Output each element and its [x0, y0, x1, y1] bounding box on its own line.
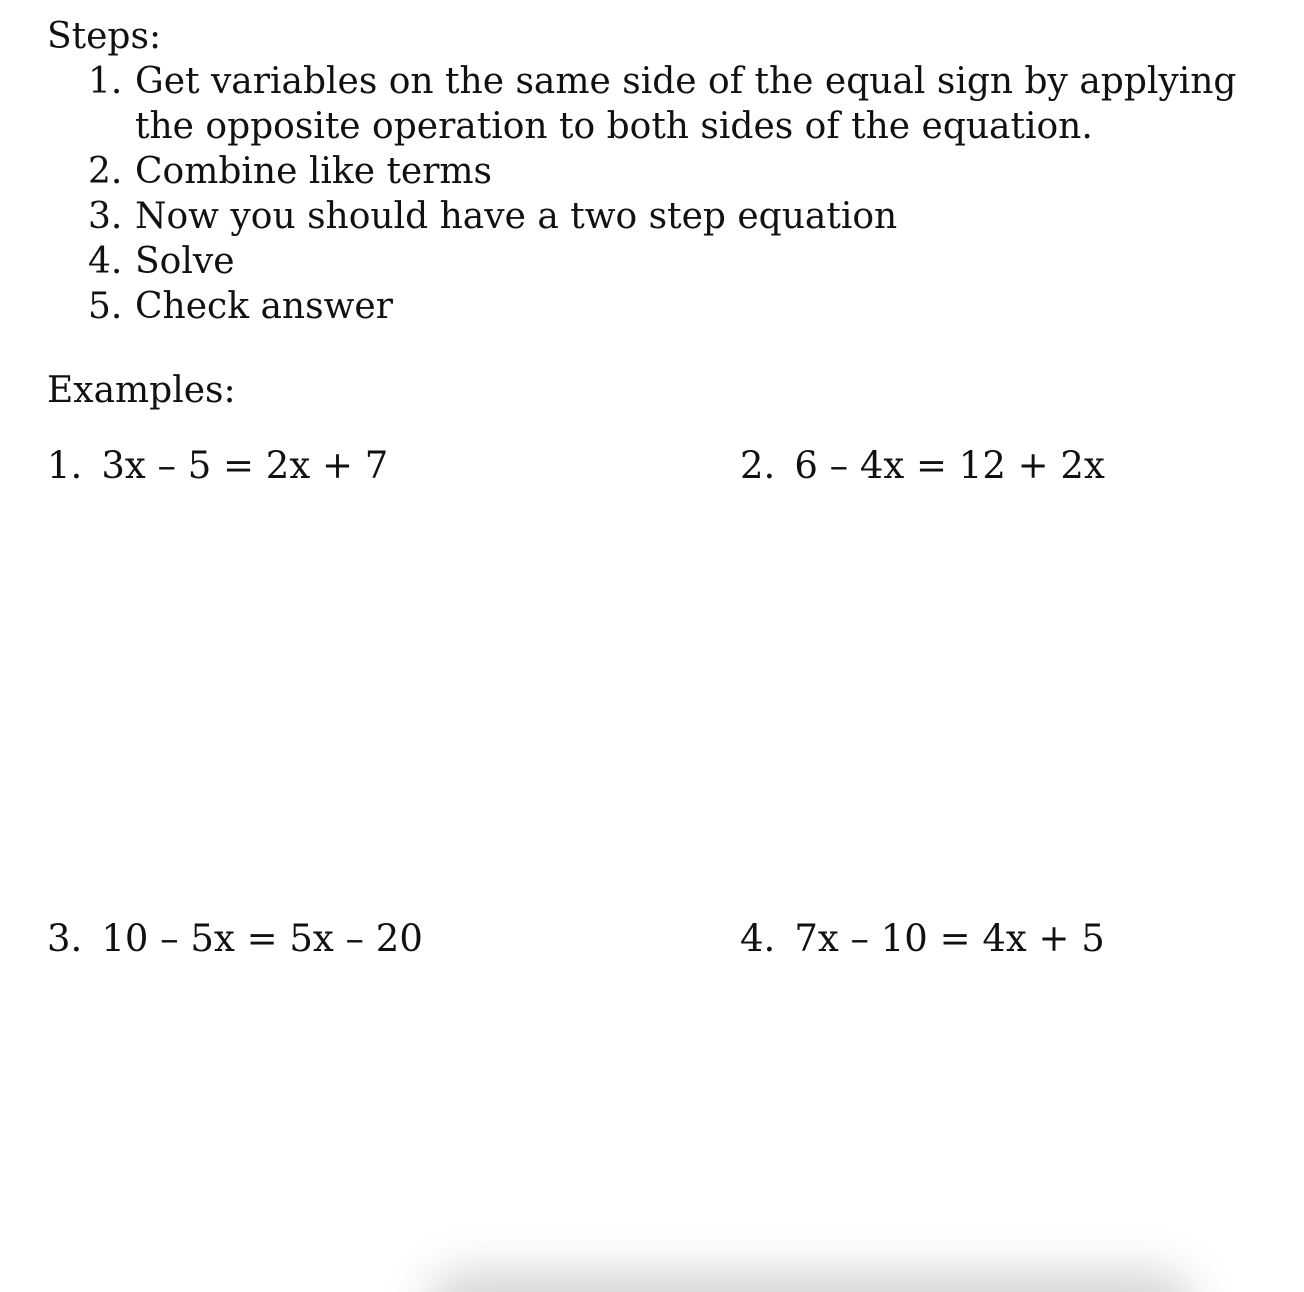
step-number: 1.	[88, 61, 123, 102]
step-item-5	[47, 284, 1280, 329]
step-item-1	[47, 59, 1280, 149]
step-item-3	[47, 194, 1280, 239]
example-equation: 7x – 10 = 4x + 5	[794, 917, 1105, 960]
steps-title: Steps:	[47, 16, 162, 57]
example-number: 2.	[740, 444, 776, 487]
step-text: Get variables on the same side of the equal sign by applying the opposite operation to both sides of the equation.	[135, 61, 1237, 147]
step-item-2	[47, 149, 1280, 194]
example-equation: 10 – 5x = 5x – 20	[101, 917, 423, 960]
example-number: 1.	[47, 444, 83, 487]
step-number: 4.	[88, 241, 123, 282]
step-number: 3.	[88, 196, 123, 237]
example-problem-1	[47, 443, 388, 488]
step-text: Check answer	[135, 286, 393, 327]
steps-list	[47, 59, 1280, 329]
bottom-offscreen-element-shadow	[425, 1270, 1195, 1292]
step-text: Now you should have a two step equation	[135, 196, 898, 237]
example-problem-3	[47, 916, 423, 961]
example-equation: 3x – 5 = 2x + 7	[101, 444, 389, 487]
step-number: 2.	[88, 151, 123, 192]
steps-section	[47, 14, 1280, 329]
example-problem-4	[740, 916, 1105, 961]
step-number: 5.	[88, 286, 123, 327]
step-text: Combine like terms	[135, 151, 493, 192]
example-number: 3.	[47, 917, 83, 960]
examples-title: Examples:	[47, 370, 236, 411]
step-text: Solve	[135, 241, 235, 282]
example-number: 4.	[740, 917, 776, 960]
example-problem-2	[740, 443, 1105, 488]
step-item-4	[47, 239, 1280, 284]
example-equation: 6 – 4x = 12 + 2x	[794, 444, 1105, 487]
